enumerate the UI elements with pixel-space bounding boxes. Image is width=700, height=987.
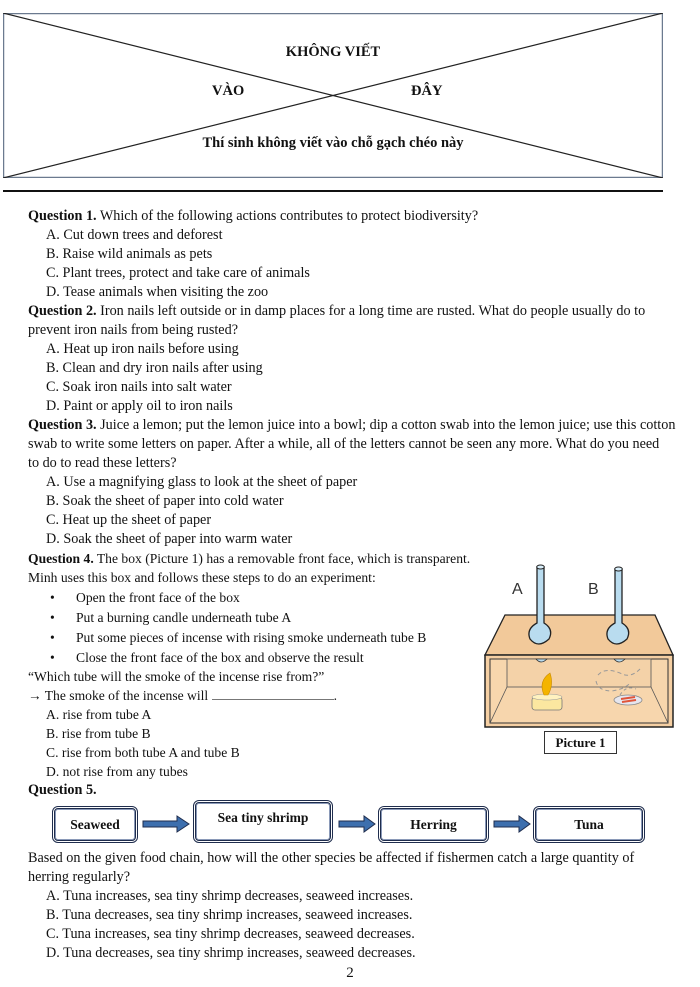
question-1 [28, 207, 478, 226]
question-3-text-3: to do to read these letters? [28, 455, 177, 471]
question-4-text-2: Minh uses this box and follows these steps to do an experiment: [28, 570, 376, 585]
question-5-label [28, 781, 97, 800]
question-3-label: Question 3. [28, 417, 97, 433]
q2-option-d: D. Paint or apply oil to iron nails [46, 398, 233, 414]
question-2 [28, 302, 645, 321]
arrow-right-icon: → [28, 688, 42, 703]
question-5-text-1: Based on the given food chain, how will the other species be affected if fishermen catch a large quantity of [28, 850, 635, 866]
q2-option-c: C. Soak iron nails into salt water [46, 379, 232, 395]
question-4-text-1: The box (Picture 1) has a removable front face, which is transparent. [93, 551, 471, 566]
q1-option-a: A. Cut down trees and deforest [46, 227, 223, 243]
q4-step-1 [50, 588, 240, 607]
q5-option-d: D. Tuna decreases, sea tiny shrimp increases, seaweed decreases. [46, 945, 416, 961]
q4-prompt [28, 686, 337, 705]
question-2-text-2: prevent iron nails from being rusted? [28, 322, 238, 338]
q1-option-d: D. Tease animals when visiting the zoo [46, 284, 269, 300]
arrow-right-icon [492, 814, 532, 834]
no-write-box [3, 13, 663, 178]
q4-step-4 [50, 648, 364, 667]
food-chain-herring: Herring [378, 806, 489, 843]
q4-step-3-text: Put some pieces of incense with rising smoke underneath tube B [76, 630, 427, 645]
q4-step-2 [50, 608, 291, 627]
header-left: VÀO [212, 83, 245, 99]
q4-option-a: A. rise from tube A [46, 707, 152, 722]
header-bottom: Thí sinh không viết vào chỗ gạch chéo này [202, 135, 464, 151]
question-5-text-2: herring regularly? [28, 869, 131, 885]
q5-option-c: C. Tuna increases, sea tiny shrimp decreases, seaweed decreases. [46, 926, 415, 942]
box-back-wall [507, 659, 651, 687]
q4-quote: “Which tube will the smoke of the incense rise from?” [28, 669, 325, 684]
arrow-right-icon [141, 814, 191, 834]
q5-option-b: B. Tuna decreases, sea tiny shrimp increases, seaweed increases. [46, 907, 413, 923]
question-1-label: Question 1. [28, 208, 97, 224]
question-3-text-1: Juice a lemon; put the lemon juice into a bowl; dip a cotton swab into the lemon juice; use this cotton [96, 417, 676, 433]
q3-option-c: C. Heat up the sheet of paper [46, 512, 212, 528]
question-4-label: Question 4. [28, 551, 94, 566]
experiment-box-illustration [480, 555, 680, 730]
q4-option-c: C. rise from both tube A and tube B [46, 745, 240, 760]
question-1-text: Which of the following actions contributes to protect biodiversity? [96, 208, 479, 224]
question-3-text-2: swab to write some letters on paper. After a while, all of the letters cannot be seen any more. What do you need [28, 436, 660, 452]
q4-option-d: D. not rise from any tubes [46, 764, 188, 779]
header-line1: KHÔNG VIẾT [285, 44, 381, 60]
q4-prompt-end: . [333, 688, 338, 703]
picture-caption: Picture 1 [544, 731, 617, 754]
bullet-icon: • [50, 650, 55, 665]
question-2-label: Question 2. [28, 303, 97, 319]
q4-prompt-text: The smoke of the incense will [44, 688, 209, 703]
arrow-right-icon [337, 814, 377, 834]
header-right: ĐÂY [411, 83, 443, 99]
q4-option-b: B. rise from tube B [46, 726, 151, 741]
question-2-text-1: Iron nails left outside or in damp places for a long time are rusted. What do people usually do to [96, 303, 646, 319]
q4-step-3 [50, 628, 426, 647]
q3-option-d: D. Soak the sheet of paper into warm water [46, 531, 293, 547]
q3-option-b: B. Soak the sheet of paper into cold water [46, 493, 284, 509]
bullet-icon: • [50, 630, 55, 645]
q4-step-1-text: Open the front face of the box [76, 590, 240, 605]
food-chain-tuna: Tuna [533, 806, 645, 843]
box-top-face [485, 615, 673, 655]
header-rule [3, 190, 663, 192]
bullet-icon: • [50, 610, 55, 625]
q2-option-a: A. Heat up iron nails before using [46, 341, 239, 357]
q1-option-b: B. Raise wild animals as pets [46, 246, 213, 262]
q4-step-4-text: Close the front face of the box and observe the result [76, 650, 364, 665]
cross-lines [3, 13, 663, 178]
answer-blank [212, 687, 334, 700]
tube-a-label: A [512, 581, 523, 598]
page-number: 2 [346, 965, 354, 981]
question-5-title: Question 5. [28, 782, 97, 798]
tube-b-label: B [588, 581, 599, 598]
question-4 [28, 549, 470, 568]
q1-option-c: C. Plant trees, protect and take care of animals [46, 265, 310, 281]
food-chain-sea-tiny-shrimp: Sea tiny shrimp [193, 800, 333, 843]
food-chain-seaweed: Seaweed [52, 806, 138, 843]
bullet-icon: • [50, 590, 55, 605]
picture-1 [480, 555, 680, 760]
q2-option-b: B. Clean and dry iron nails after using [46, 360, 263, 376]
question-3 [28, 416, 675, 435]
q3-option-a: A. Use a magnifying glass to look at the sheet of paper [46, 474, 358, 490]
q4-step-2-text: Put a burning candle underneath tube A [76, 610, 292, 625]
q5-option-a: A. Tuna increases, sea tiny shrimp decreases, seaweed increases. [46, 888, 414, 904]
